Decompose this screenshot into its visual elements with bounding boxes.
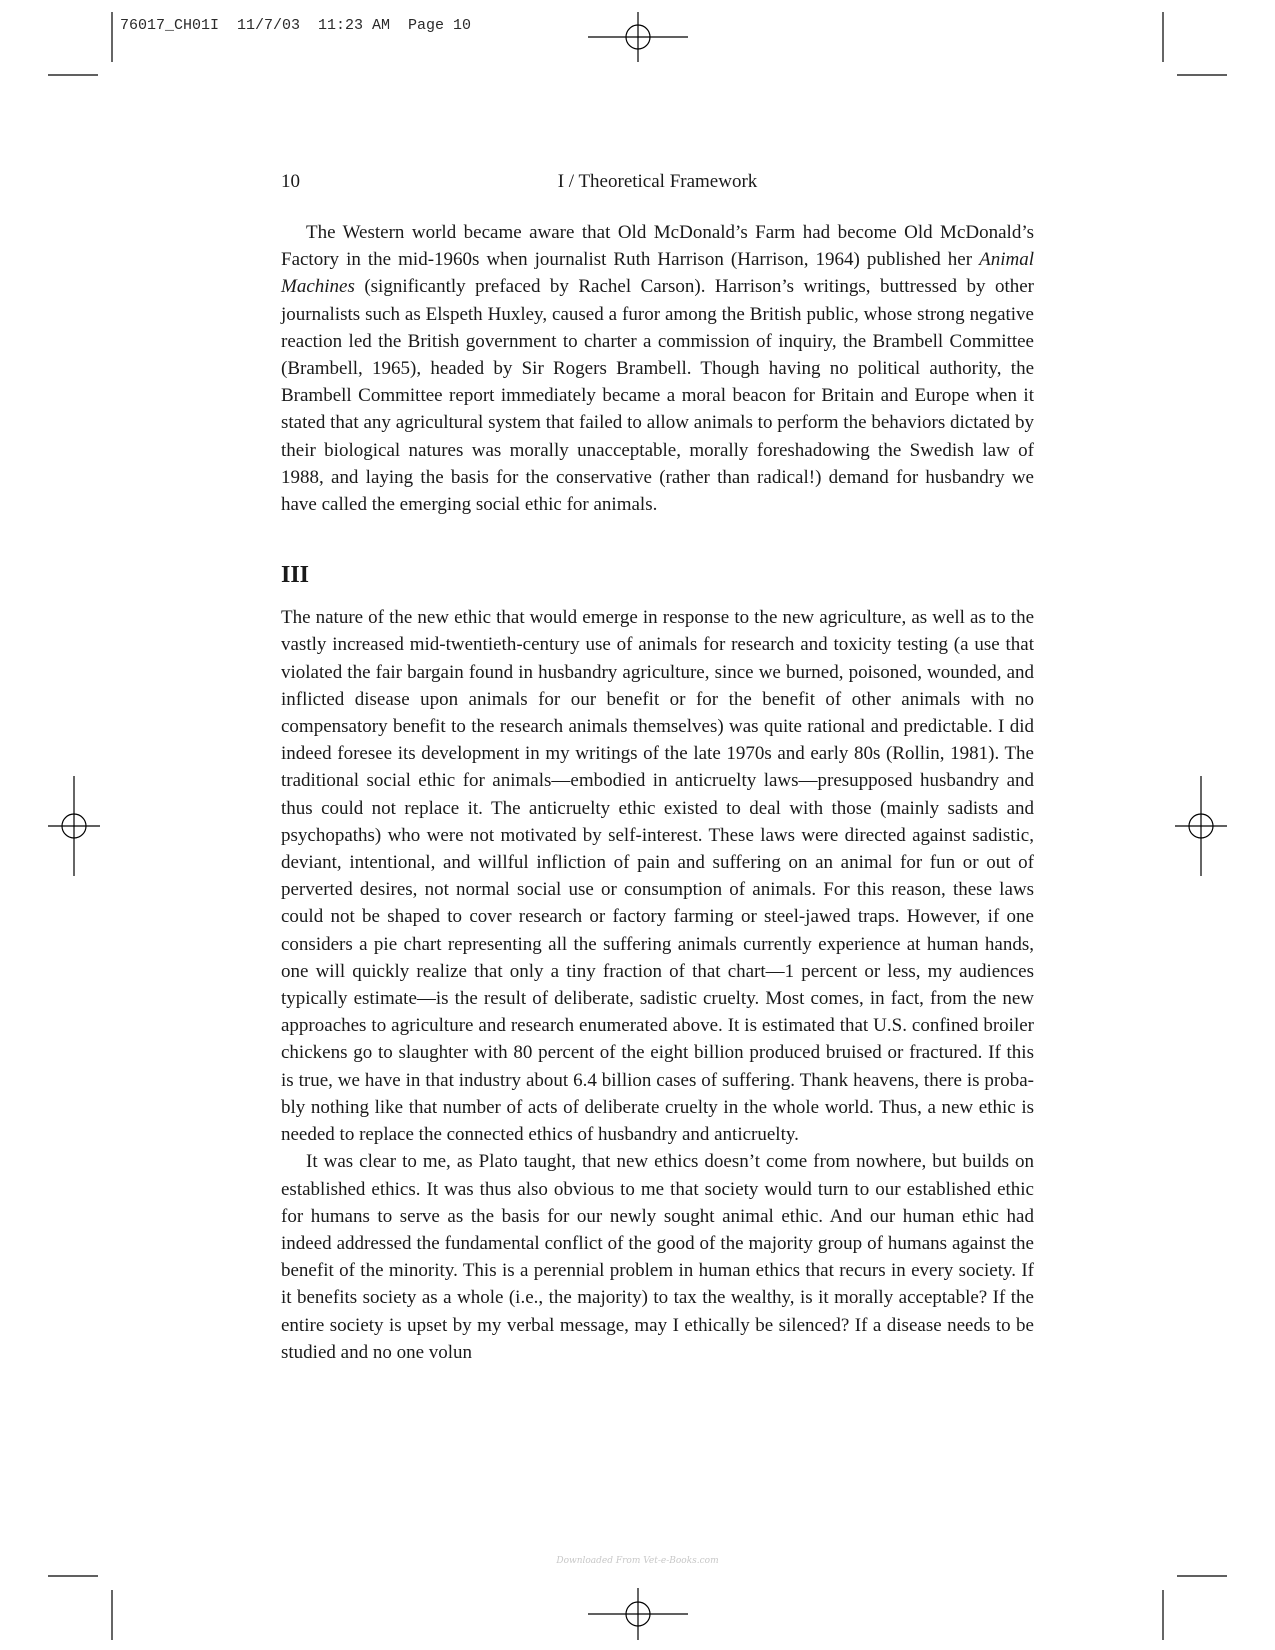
registration-mark-left: [48, 776, 100, 876]
registration-mark-top: [588, 12, 688, 62]
slug-line: 76017_CH01I 11/7/03 11:23 AM Page 10: [120, 17, 472, 34]
registration-mark-right: [1175, 776, 1227, 876]
page-number: 10: [281, 171, 300, 192]
section-heading: III: [281, 562, 310, 589]
paragraph-text: (significantly prefaced by Rachel Carson). Harrison’s writings, buttressed by other journalists such as Elspeth Huxley, caused a furor among the British public, whose strong negative reaction led the British government to charter a commission of inquiry, the Brambell Committee (Brambell, 1965), headed by Sir Rogers Brambell. Though having no political authority, the Brambell Committee report immediately became a moral beacon for Britain and Europe when it stated that any agricultural system that failed to allow animals to perform the behaviors dictated by their biological natures was morally unacceptable, morally foreshadowing the Swedish law of 1988, and laying the basis for the conservative (rather than radical!) demand for husbandry we have called the emerging social ethic for animals.: [281, 276, 1034, 516]
paragraph-text: The Western world became aware that Old McDonald’s Farm had become Old McDonald’s Factory in the mid-1960s when journalist Ruth Harrison (Harrison, 1964) published her: [281, 222, 1034, 271]
paragraph: [281, 219, 1034, 518]
chapter-title: I / Theoretical Framework: [557, 171, 758, 192]
registration-mark-bottom: [588, 1588, 688, 1640]
paragraph: The nature of the new ethic that would emerge in response to the new agriculture, as well as to the vastly increased mid-twentieth-century use of animals for research and toxicity testing (a use that violated the fair bargain found in husbandry agriculture, since we burned, poisoned, wounded, and inflicted disease upon animals for our benefit or for the benefit of other animals with no compensatory benefit to the research animals themselves) was quite rational and predictable. I did indeed foresee its development in my writings of the late 1970s and early 80s (Rollin, 1981). The traditional social ethic for animals—embodied in anticruelty laws—presupposed husbandry and thus could not replace it. The anticruelty ethic existed to deal with those (mainly sadists and psychopaths) who were not motivated by self-interest. These laws were directed against sadistic, deviant, intentional, and willful infliction of pain and suffering on an animal for fun or out of perverted desires, not normal social use or consumption of animals. For this reason, these laws could not be shaped to cover research or factory farming or steel-jawed traps. However, if one considers a pie chart representing all the suffering animals currently experience at human hands, one will quickly realize that only a tiny fraction of that chart—1 percent or less, my audiences typically estimate—is the result of deliberate, sadistic cruelty. Most comes, in fact, from the new approaches to agriculture and research enumerated above. It is estimated that U.S. confined broiler chickens go to slaughter with 80 percent of the eight billion produced bruised or fractured. If this is true, we have in that industry about 6.4 billion cases of suffering. Thank heavens, there is probably nothing like that number of acts of deliberate cruelty in the whole world. Thus, a new ethic is needed to replace the connected ethics of husbandry and anticruelty.: [281, 607, 1034, 1146]
book-title: Animal Machines: [281, 249, 1034, 298]
body-text: [281, 219, 1034, 1366]
paragraph: It was clear to me, as Plato taught, that new ethics doesn’t come from nowhere, but builds on established ethics. It was thus also obvious to me that society would turn to our established ethic for humans to serve as the basis for our newly sought animal ethic. And our human ethic had indeed addressed the fundamental conflict of the good of the majority group of humans against the benefit of the minority. This is a perennial problem in human ethics that recurs in every society. If it benefits society as a whole (i.e., the majority) to tax the wealthy, is it morally acceptable? If the entire society is upset by my verbal message, may I ethically be silenced? If a disease needs to be studied and no one volun: [281, 1151, 1034, 1363]
watermark: Downloaded From Vet-e-Books.com: [556, 1556, 719, 1566]
